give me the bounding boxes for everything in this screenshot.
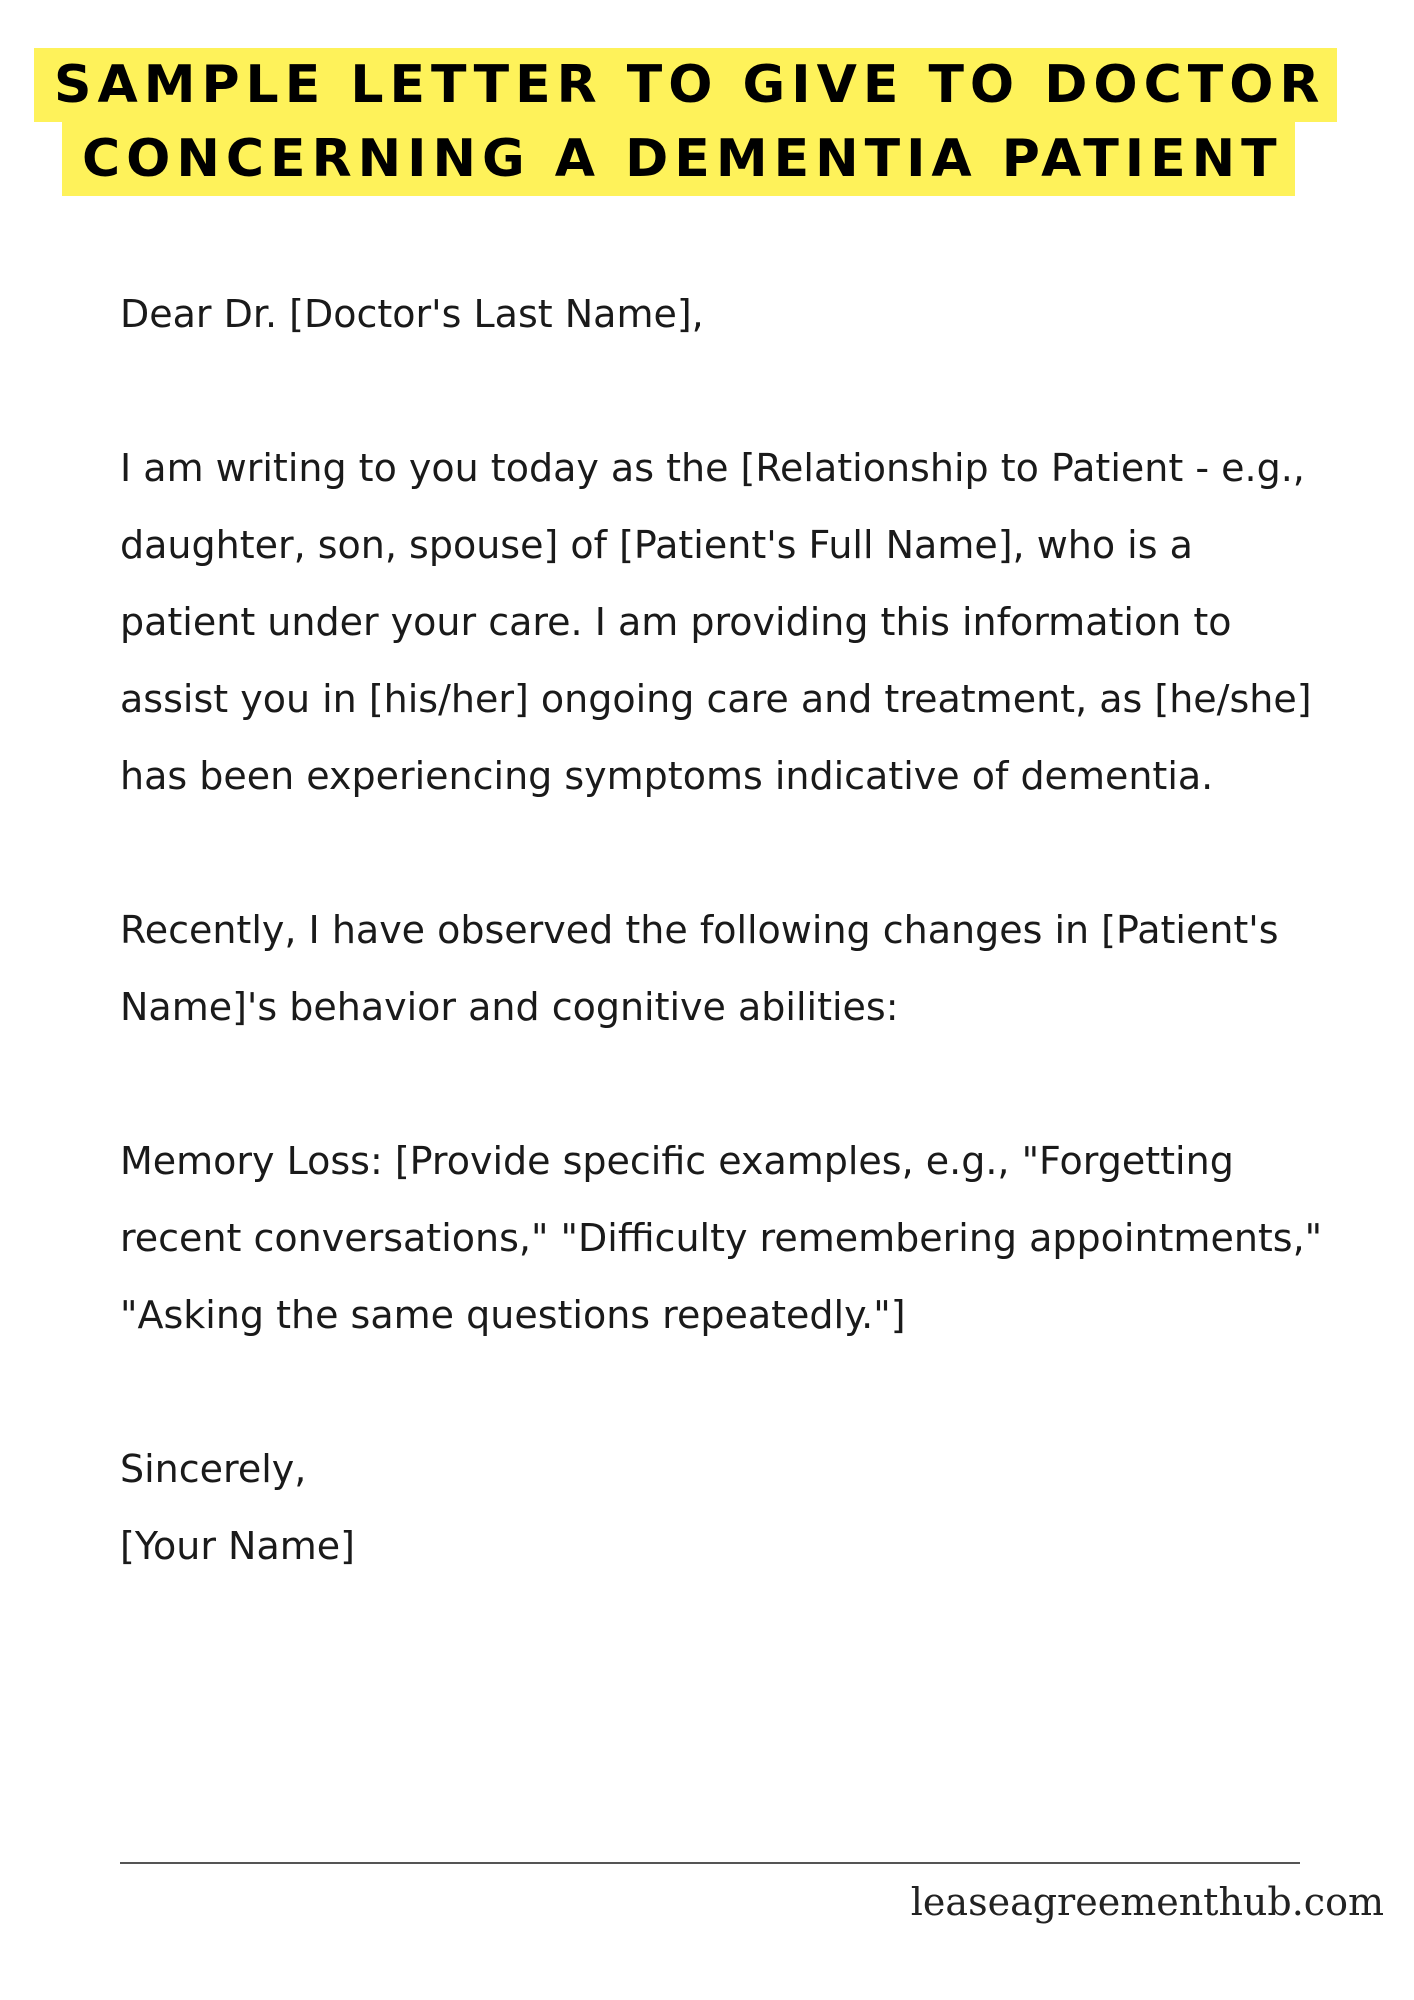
signature: [Your Name] — [120, 1524, 355, 1568]
paragraph-observations: Recently, I have observed the following changes in [Patient's Name]'s behavior and cognitive abilities: — [120, 908, 1279, 1029]
website-credit: leaseagreementhub.com — [910, 1880, 1384, 1924]
title-line-1: SAMPLE LETTER TO GIVE TO DOCTOR — [34, 48, 1337, 122]
footer-divider — [120, 1862, 1300, 1864]
title-line-2: CONCERNING A DEMENTIA PATIENT — [62, 122, 1295, 196]
paragraph-intro: I am writing to you today as the [Relationship to Patient - e.g., daughter, son, spouse] of [Patient's Full Name], who is a patient under your care. I am providing this information to assist you in [his/her] ongoing care and treatment, as [he/she] has been experiencing symptoms indicative of dementia. — [120, 446, 1312, 798]
salutation: Dear Dr. [Doctor's Last Name], — [120, 292, 704, 336]
paragraph-memory-loss: Memory Loss: [Provide specific examples, e.g., "Forgetting recent conversations," "Difficulty remembering appointments," "Asking the same questions repeatedly."] — [120, 1139, 1323, 1337]
letter-body — [120, 276, 1340, 1585]
closing: Sincerely, — [120, 1447, 307, 1491]
